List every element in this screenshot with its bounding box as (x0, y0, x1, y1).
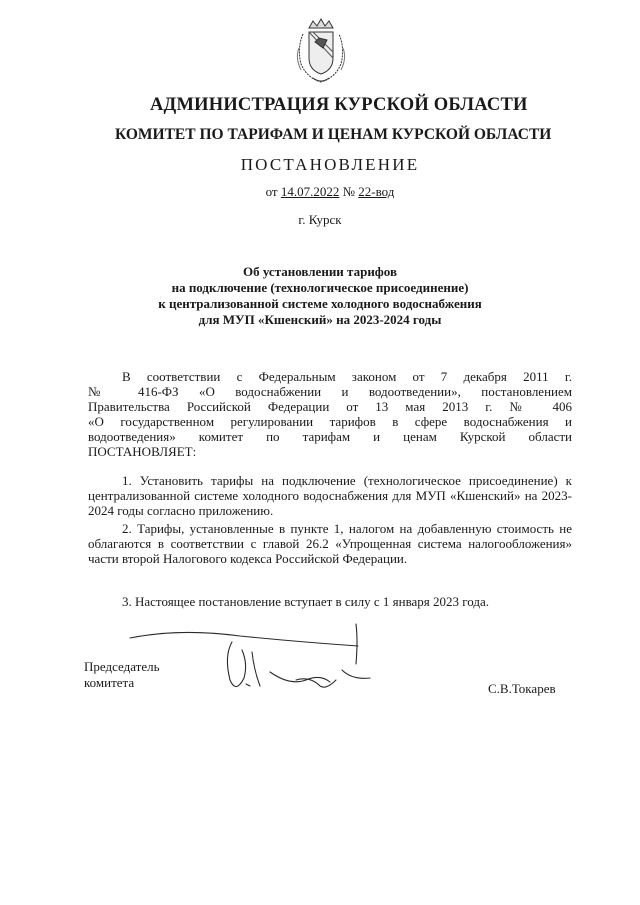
signatory-title-line: Председатель (84, 659, 160, 674)
title-line: на подключение (технологическое присоединение) (171, 280, 469, 295)
number-prefix: № (342, 184, 356, 199)
committee-name: КОМИТЕТ ПО ТАРИФАМ И ЦЕНАМ КУРСКОЙ ОБЛАСТИ (115, 126, 552, 143)
preamble-paragraph (88, 369, 572, 459)
preamble-line: водоотведения» комитет по тарифам и ценам Курской области (88, 429, 572, 444)
resolution-item-2: 2. Тарифы, установленные в пункте 1, налогом на добавленную стоимость не облагаются в соответствии с главой 26.2 «Упрощенная система налогообложения» части второй Налогового кодекса Российской Федерации. (88, 521, 572, 566)
preamble-line: Правительства Российской Федерации от 13 мая 2013 г. № 406 (88, 399, 572, 414)
signature-icon (120, 620, 420, 700)
signatory-name: С.В.Токарев (488, 681, 556, 696)
document-title (110, 264, 530, 328)
organization-name: АДМИНИСТРАЦИЯ КУРСКОЙ ОБЛАСТИ (150, 95, 528, 115)
resolution-item-1: 1. Установить тарифы на подключение (технологическое присоединение) к централизованной системе холодного водоснабжения для МУП «Кшенский» на 2023-2024 годы согласно приложению. (88, 473, 572, 518)
date-number-line (240, 184, 420, 200)
document-type: ПОСТАНОВЛЕНИЕ (240, 155, 420, 174)
coat-of-arms-icon (293, 18, 349, 86)
signatory-title (84, 659, 160, 691)
preamble-line: В соответствии с Федеральным законом от 7 декабря 2011 г. (122, 369, 572, 384)
city: г. Курск (298, 212, 342, 227)
resolution-item-3: 3. Настоящее постановление вступает в силу с 1 января 2023 года. (122, 594, 490, 609)
date-prefix: от (265, 184, 278, 199)
signatory-title-line: комитета (84, 675, 135, 690)
title-line: для МУП «Кшенский» на 2023-2024 годы (198, 312, 442, 327)
document-date: 14.07.2022 (280, 184, 340, 199)
preamble-line: ПОСТАНОВЛЯЕТ: (88, 444, 197, 459)
title-line: Об установлении тарифов (242, 264, 398, 279)
preamble-line: «О государственном регулировании тарифов в сфере водоснабжения и (88, 414, 572, 429)
preamble-line: № 416-ФЗ «О водоснабжении и водоотведении», постановлением (88, 384, 572, 399)
document-number: 22-вод (358, 184, 395, 199)
title-line: к централизованной системе холодного водоснабжения (158, 296, 482, 311)
